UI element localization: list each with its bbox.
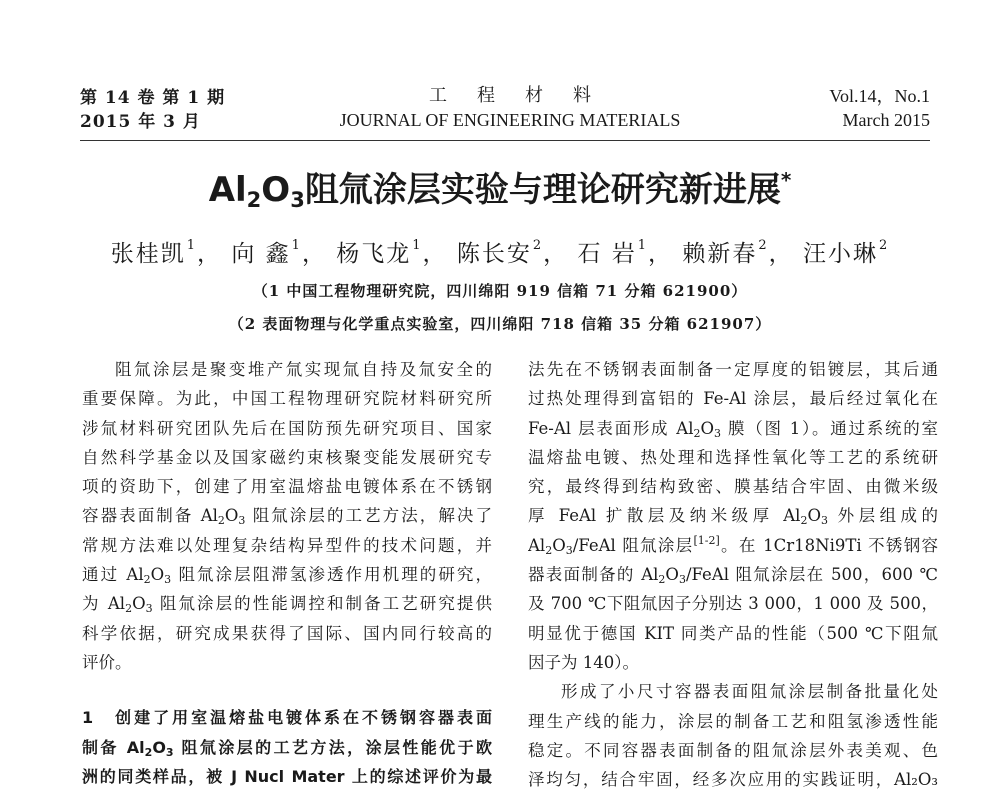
author: 石 岩$^1$， bbox=[577, 238, 674, 267]
issue-date: 2015 年 3 月 bbox=[80, 112, 201, 132]
paragraph-line: 阻氚涂层是聚变堆产氚实现氚自持及氚安全的 bbox=[115, 360, 492, 379]
author: 陈长安$^2$， bbox=[456, 238, 569, 267]
paragraph-line: $Al_2O_3$/FeAl 阻氚涂层[1-2]。在 1Cr18Ni9Ti 不锈钢容 bbox=[528, 533, 938, 557]
paragraph-line: 容器表面制备 $Al_2O_3$ 阻氚涂层的工艺方法，解决了 bbox=[82, 506, 492, 528]
paragraph-line: Fe-Al 层表面形成 $Al_2O_3$ 膜（图 1）。通过系统的室 bbox=[528, 418, 938, 440]
section-heading-line: 制备 $Al_2O_3$ 阻氚涂层的工艺方法，涂层性能优于欧 bbox=[82, 737, 492, 759]
paragraph-line: 科学依据，研究成果获得了国际、国内同行较高的 bbox=[82, 623, 492, 643]
paragraph-line: 过热处理得到富铝的 Fe-Al 涂层，最后经过氧化在 bbox=[528, 389, 938, 409]
paragraph-line: 重要保障。为此，中国工程物理研究院材料研究所 bbox=[82, 389, 492, 409]
paragraph-line: 为 $Al_2O_3$ 阻氚涂层的性能调控和制备工艺研究提供 bbox=[82, 594, 492, 616]
paragraph-line: 自然科学基金以及国家磁约束核聚变能发展研究专 bbox=[82, 447, 492, 467]
paragraph-line: 法先在不锈钢表面制备一定厚度的铝镀层，其后通 bbox=[528, 360, 938, 379]
paragraph-line: 厚 FeAl 扩散层及纳米级厚 $Al_2O_3$ 外层组成的 bbox=[528, 506, 938, 528]
header-rule bbox=[80, 140, 930, 141]
paragraph-line: 因子为 140）。 bbox=[528, 652, 639, 672]
paragraph-line: 稳定。不同容器表面制备的阻氚涂层外表美观、色 bbox=[528, 740, 938, 760]
section-gap bbox=[82, 677, 492, 703]
author: 杨飞龙$^1$， bbox=[336, 238, 448, 267]
author: 汪小琳$^2$ bbox=[802, 238, 890, 267]
paragraph-line: 评价。 bbox=[82, 652, 132, 672]
journal-issue-info bbox=[80, 86, 225, 134]
journal-name-cn: 工程材料 bbox=[429, 85, 621, 106]
affiliation-1: （1 中国工程物理研究院，四川绵阳 919 信箱 71 分箱 621900） bbox=[252, 282, 748, 300]
volume-number: Vol.14，No.1 bbox=[829, 86, 930, 106]
paragraph-line: 泽均匀，结合牢固，经多次应用的实践证明，Al₂O₃ bbox=[528, 770, 938, 790]
journal-volume-info bbox=[829, 84, 930, 132]
paragraph-line: 器表面制备的 $Al_2O_3$/FeAl 阻氚涂层在 500，600 ℃ bbox=[528, 565, 938, 587]
body-column-right bbox=[528, 355, 938, 794]
paragraph-line: 常规方法难以处理复杂结构异型件的技术问题，并 bbox=[82, 535, 492, 555]
issue-volume: 第 14 卷 第 1 期 bbox=[80, 88, 226, 108]
journal-name-en: JOURNAL OF ENGINEERING MATERIALS bbox=[339, 110, 681, 130]
citation-ref[interactable]: [1-2] bbox=[693, 533, 720, 547]
affiliation-2: （2 表面物理与化学重点实验室，四川绵阳 718 信箱 35 分箱 621907） bbox=[228, 315, 772, 333]
section-heading-line: 1 创建了用室温熔盐电镀体系在不锈钢容器表面 bbox=[82, 708, 492, 728]
paragraph-line: 通过 $Al_2O_3$ 阻氚涂层阻滞氢渗透作用机理的研究， bbox=[82, 565, 492, 587]
paper-title: $Al_2O_3$阻氚涂层实验与理论研究新进展* bbox=[208, 168, 792, 212]
paragraph-line: 究，最终得到结构致密、膜基结合牢固、由微米级 bbox=[528, 477, 938, 497]
paragraph-line: 形成了小尺寸容器表面阻氚涂层制备批量化处 bbox=[561, 682, 938, 702]
author: 赖新春$^2$， bbox=[682, 238, 794, 267]
paragraph-line: 理生产线的能力，涂层的制备工艺和阻氢渗透性能 bbox=[528, 711, 938, 731]
body-column-left bbox=[82, 355, 492, 791]
author-list bbox=[0, 238, 1000, 270]
author: 张桂凯$^1$， bbox=[110, 238, 223, 267]
paragraph-line: 温熔盐电镀、热处理和选择性氧化等工艺的系统研 bbox=[528, 447, 938, 467]
volume-date: March 2015 bbox=[842, 110, 930, 130]
paragraph-line: 及 700 ℃下阻氚因子分别达 3 000，1 000 及 500， bbox=[528, 594, 938, 614]
author: 向 鑫$^1$， bbox=[231, 238, 327, 267]
paragraph-line: 明显优于德国 KIT 同类产品的性能（500 ℃下阻氚 bbox=[528, 623, 938, 643]
journal-name bbox=[300, 84, 720, 132]
section-heading-line: 洲的同类样品，被 J Nucl Mater 上的综述评价为最 bbox=[82, 766, 492, 786]
paragraph-line: 涉氚材料研究团队先后在国防预先研究项目、国家 bbox=[82, 418, 492, 438]
paragraph-line: 项的资助下，创建了用室温熔盐电镀体系在不锈钢 bbox=[82, 477, 492, 497]
